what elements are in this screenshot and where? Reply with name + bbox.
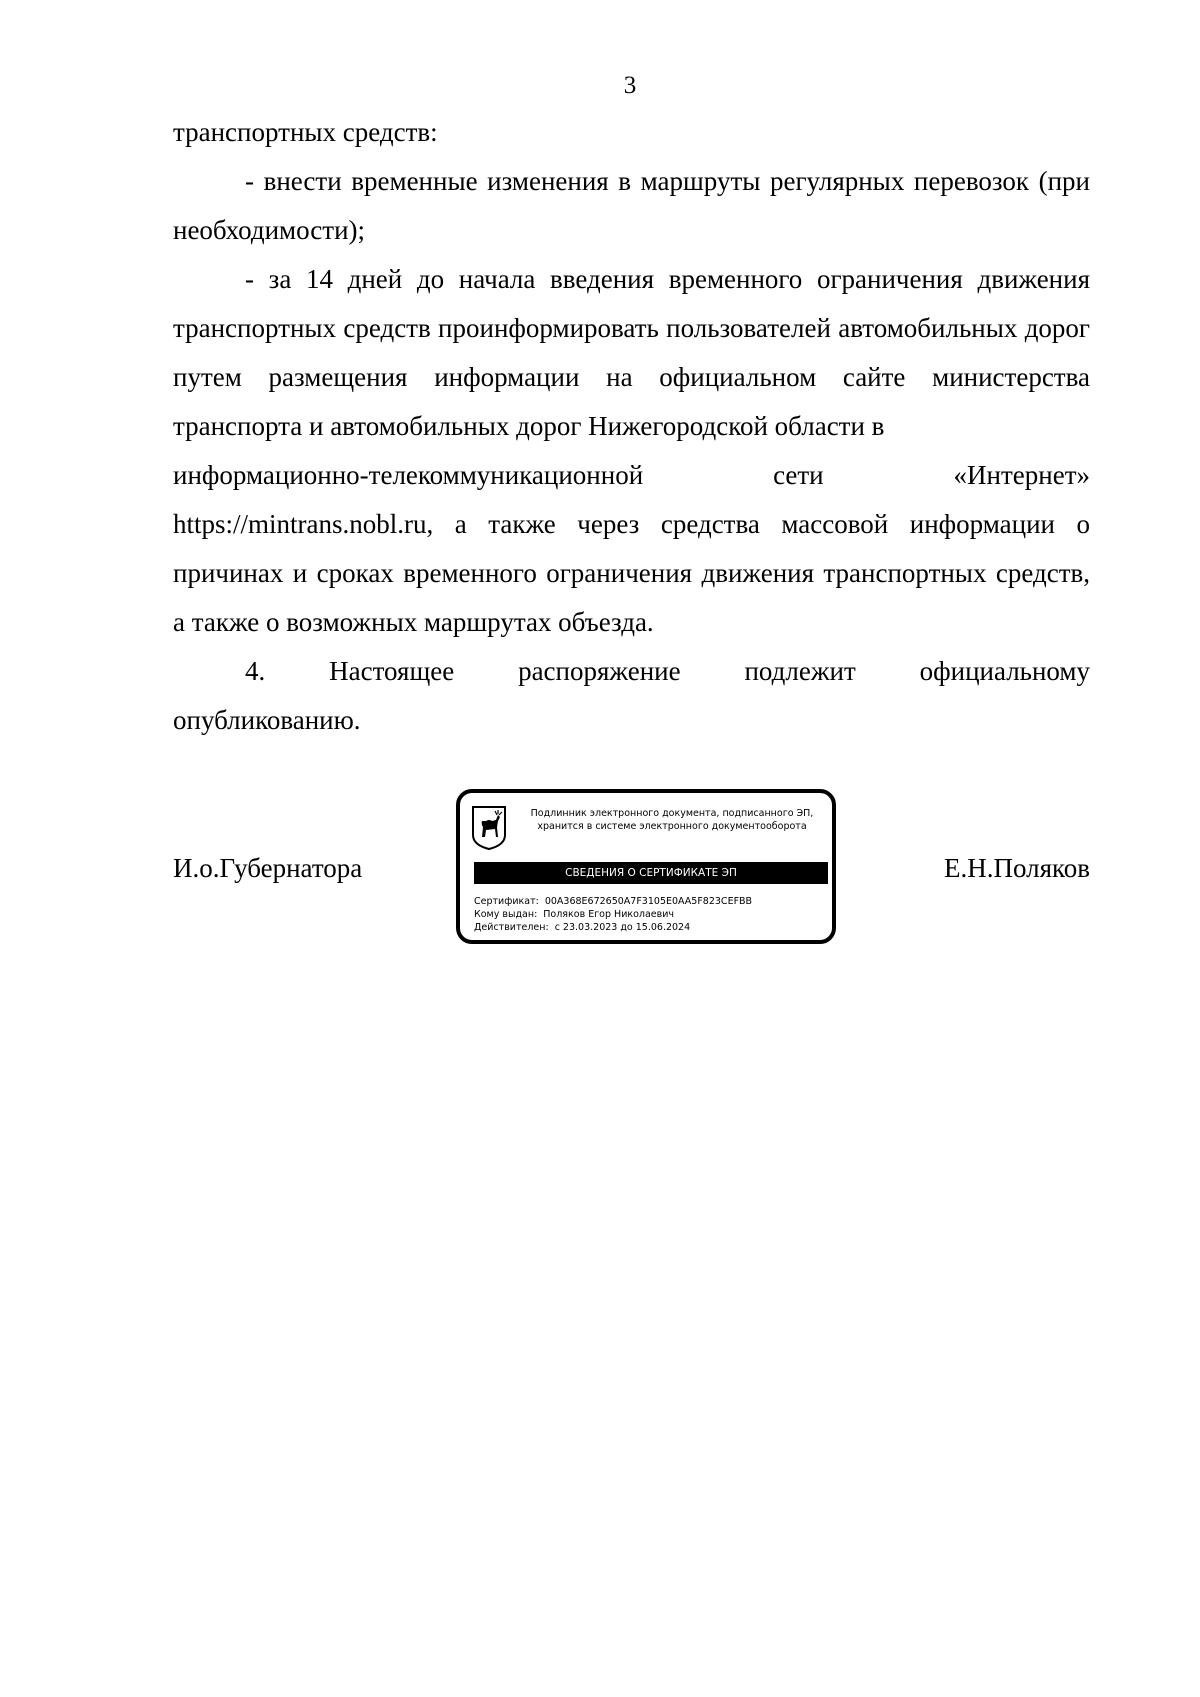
word: подлежит xyxy=(744,656,856,686)
page-number: 3 xyxy=(623,72,637,99)
paragraph-routes-change: - внести временные изменения в маршруты регулярных перевозок (при необходимости); xyxy=(173,166,1090,245)
word: «Интернет» xyxy=(953,460,1090,490)
stamp-header-line: Подлинник электронного документа, подписанного ЭП, xyxy=(530,808,814,819)
electronic-signature-stamp xyxy=(456,789,836,944)
paragraph-inform-users-line xyxy=(173,451,1090,500)
stamp-certificate-bar: СВЕДЕНИЯ О СЕРТИФИКАТЕ ЭП xyxy=(474,862,828,884)
stamp-header-line: хранится в системе электронного документооборота xyxy=(537,821,807,832)
word: распоряжение xyxy=(518,656,681,686)
validity-label: Действителен: xyxy=(474,922,549,933)
signer-name: Е.Н.Поляков xyxy=(943,853,1090,883)
paragraph-continuation: транспортных средств: xyxy=(173,117,438,147)
stamp-header xyxy=(512,807,832,833)
word: официальному xyxy=(919,656,1090,686)
paragraph-publication-line xyxy=(173,647,1090,696)
issued-to-value: Поляков Егор Николаевич xyxy=(543,909,675,920)
item-number: 4. xyxy=(245,656,266,686)
word: Настоящее xyxy=(329,656,455,686)
document-body xyxy=(173,108,1090,745)
signer-title: И.о.Губернатора xyxy=(173,853,363,883)
word: сети xyxy=(773,460,824,490)
paragraph-inform-users: - за 14 дней до начала введения временного ограничения движения транспортных средств проинформировать пользователей автомобильных дорог путем размещения информации на официальном сайте министерства транспорта и автомобильных дорог Нижегородской области в xyxy=(173,264,1090,441)
validity-row xyxy=(474,921,752,934)
nizhny-novgorod-deer-emblem-icon xyxy=(470,805,508,851)
word: информационно-телекоммуникационной xyxy=(173,460,644,490)
paragraph-publication-rest: опубликованию. xyxy=(173,705,361,735)
certificate-label: Сертификат: xyxy=(474,896,539,907)
issued-to-row xyxy=(474,908,752,921)
issued-to-label: Кому выдан: xyxy=(474,909,538,920)
certificate-value: 00A368E672650A7F3105E0AA5F823CEFBB xyxy=(544,896,753,907)
paragraph-inform-users-rest: https://mintrans.nobl.ru, а также через средства массовой информации о причинах и сроках временного ограничения движения транспортных средств, а также о возможных маршрутах объезда. xyxy=(173,509,1090,637)
certificate-row xyxy=(474,895,752,908)
stamp-details xyxy=(474,895,752,934)
validity-value: с 23.03.2023 до 15.06.2024 xyxy=(554,922,691,933)
